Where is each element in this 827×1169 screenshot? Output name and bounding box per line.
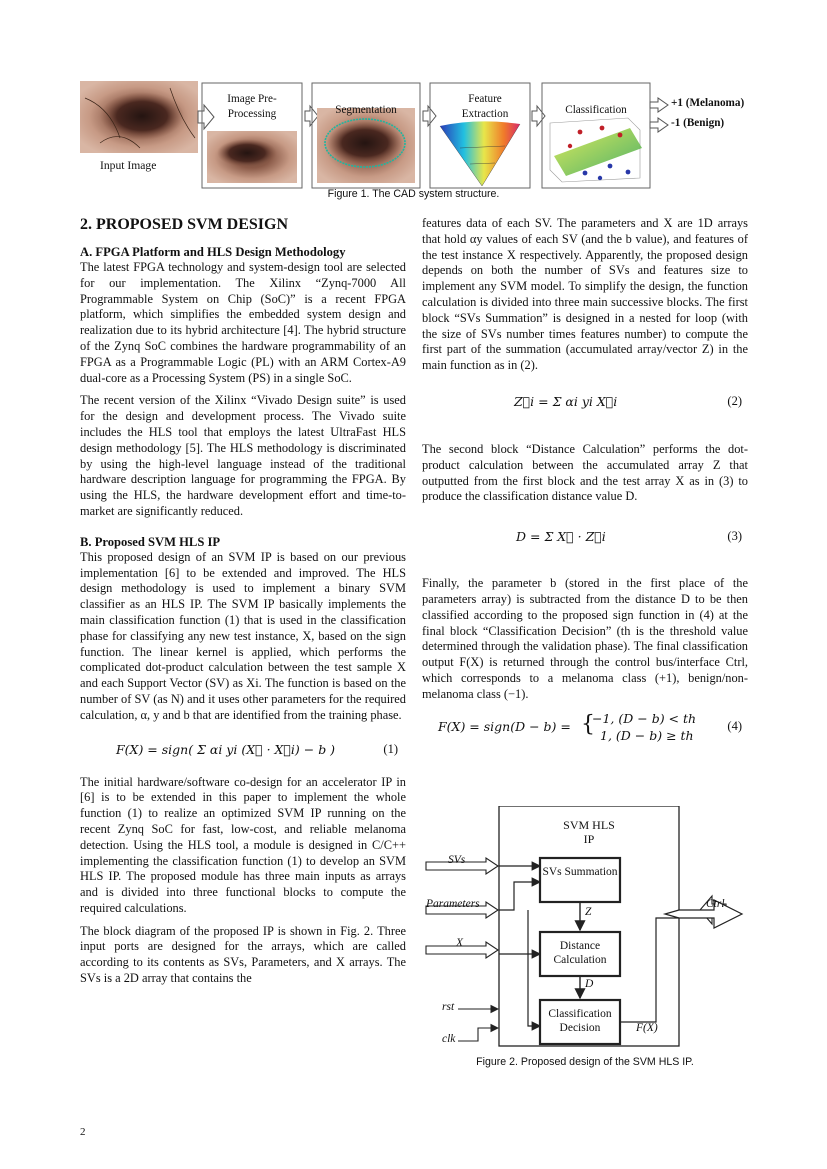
input-rst-label: rst	[442, 1001, 455, 1013]
figure-1	[80, 78, 752, 203]
classification-decision-label: Classification Decision	[548, 1008, 612, 1034]
stage-classification-label: Classification	[565, 104, 627, 116]
ip-title: SVM HLS IP	[563, 818, 615, 846]
input-x-label: X	[456, 937, 464, 949]
stage-preprocessing-label: Image Pre-Processing	[227, 93, 277, 120]
signal-z-label: Z	[585, 906, 592, 918]
input-parameters-label: Parameters	[426, 898, 480, 910]
right-column	[422, 216, 748, 749]
input-clk-label: clk	[442, 1033, 456, 1045]
cad-system-diagram	[80, 78, 752, 203]
equation-4	[422, 703, 748, 749]
signal-fx-label: F(X)	[636, 1022, 658, 1034]
equation-1-number: (1)	[383, 741, 398, 756]
equation-1-body: F(X) = sign( Σ αi yi (X⃗ · X⃗i) − b )	[116, 741, 336, 757]
subsection-a-heading: A. FPGA Platform and HLS Design Methodology	[80, 245, 346, 259]
section-heading: 2. PROPOSED SVM DESIGN	[80, 216, 289, 233]
paragraph-a1: The latest FPGA technology and system-design tool are selected for our implementation. The Xilinx “Zynq-7000 All Programmable System on Chip (SoC)” is a recent FPGA platform, which simplifies the embedded system design and realization due to its hybrid architecture [4]. The hybrid structure of the Zynq SoC combines the hardware programmability of an FPGA as a Programmable Logic (PL) with an ARM Cortex-A9 dual-core as a Processing System (PS) in a single SoC.	[80, 260, 406, 385]
equation-2-number: (2)	[727, 393, 742, 408]
svs-summation-label: SVs Summation	[542, 866, 618, 878]
paragraph-b2: The initial hardware/software co-design for an accelerator IP in [6] is to be extended in this paper to implement the whole function (1) to realize an optimized SVM IP running on the recent Zynq SoC for fast, low-cost, and reliable melanoma detection. Using the HLS tool, a module is designed in C/C++ implementing the classification function (1) to develop an SVM HLS IP. The proposed module has three main inputs as arrays and is divided into three functional blocks to compute the required calculations.	[80, 774, 406, 915]
equation-4-case-1: −1, (D − b) < th	[592, 710, 697, 726]
equation-2-body: Z⃗i = Σ αi yi X⃗i	[514, 393, 618, 409]
equation-4-number: (4)	[727, 718, 742, 733]
equation-3-body: D = Σ X⃗ · Z⃗i	[516, 529, 606, 545]
paragraph-b3: The block diagram of the proposed IP is shown in Fig. 2. Three input ports are designed for the arrays, which are called according to its contents as SVs, Parameters, and X arrays. The SVs is a 2D array that contains the	[80, 923, 406, 986]
stage-feature-extraction-label: Feature Extraction	[461, 93, 509, 120]
figure-1-caption: Figure 1. The CAD system structure.	[327, 188, 500, 200]
stage-segmentation-label: Segmentation	[335, 104, 397, 116]
equation-3	[422, 505, 748, 567]
output-ctrl-label: Ctrl	[706, 898, 725, 910]
output-melanoma-label: +1 (Melanoma)	[671, 97, 745, 109]
equation-3-number: (3)	[727, 529, 742, 544]
paragraph-r1: features data of each SV. The parameters and X are 1D arrays that hold αy values of each SV (and the b value), and features of the test instance X respectively. Apparently, the proposed design depends on both the number of SVs and features size to implement any SVM model. To simplify the design, the function calculation is divided into three main successive blocks. The first block “SVs Summation” is designed in a nested for loop (with the size of SVs number times features number) to compute the first part of the summation (accumulated array/vector Z) in the main function as in (2).	[422, 216, 748, 373]
figure-2	[424, 806, 750, 1056]
distance-calculation-label: Distance Calculation	[553, 940, 607, 966]
paragraph-r2: The second block “Distance Calculation” performs the dot-product calculation between the accumulated array Z that outputted from the first block and the test array X as in (3) to produce the classification distance value D.	[422, 441, 748, 504]
paragraph-r3: Finally, the parameter b (stored in the first place of the parameters array) is subtracted from the distance D to be then classified according to the proposed sign function in (4) at the final block “Classification Decision” (th is the threshold value determined through the validation phase). The final classification output F(X) is returned through the control bus/interface Ctrl, which corresponds to a melanoma class (+1), benign/non-melanoma class (−1).	[422, 576, 748, 701]
equation-4-lhs: F(X) = sign(D − b) =	[438, 718, 571, 734]
figure-2-caption: Figure 2. Proposed design of the SVM HLS IP.	[476, 1056, 694, 1068]
page-number: 2	[80, 1126, 86, 1138]
paragraph-a2: The recent version of the Xilinx “Vivado Design suite” is used for the design and development process. The Vivado suite includes the HLS tool that employs the latest UltraFast HLS design methodology [5]. The HLS methodology is discriminated by using the high-level language instead of the traditional hardware description language for programming the FPGA. By using the HLS, the hardware development effort and time-to-market are significantly reduced.	[80, 393, 406, 518]
input-svs-label: SVs	[448, 854, 466, 866]
equation-4-brace: {	[581, 711, 595, 737]
subsection-b-heading: B. Proposed SVM HLS IP	[80, 534, 221, 549]
equation-4-case-2: 1, (D − b) ≥ th	[600, 727, 694, 743]
paragraph-b1: This proposed design of an SVM IP is based on our previous implementation [6] to be extended and improved. The HLS design methodology is used to implement a binary SVM classifier as an HLS IP. The SVM IP basically implements the main classification function (1) that is used in the classification phase for classifying any new test instance, X, based on the sign function. The linear kernel is applied, which performs the complicated dot-product calculation between the test sample X and each Support Vector (SV) as Xi. The function is based on the number of SV (as N) and it uses other parameters for the required calculation, α, y and b that are identified from the training phase.	[80, 549, 406, 722]
signal-d-label: D	[585, 978, 594, 990]
equation-2	[422, 374, 748, 432]
output-benign-label: -1 (Benign)	[671, 117, 725, 129]
input-image-label: Input Image	[100, 159, 157, 172]
equation-1	[80, 729, 406, 775]
left-column	[80, 216, 406, 987]
